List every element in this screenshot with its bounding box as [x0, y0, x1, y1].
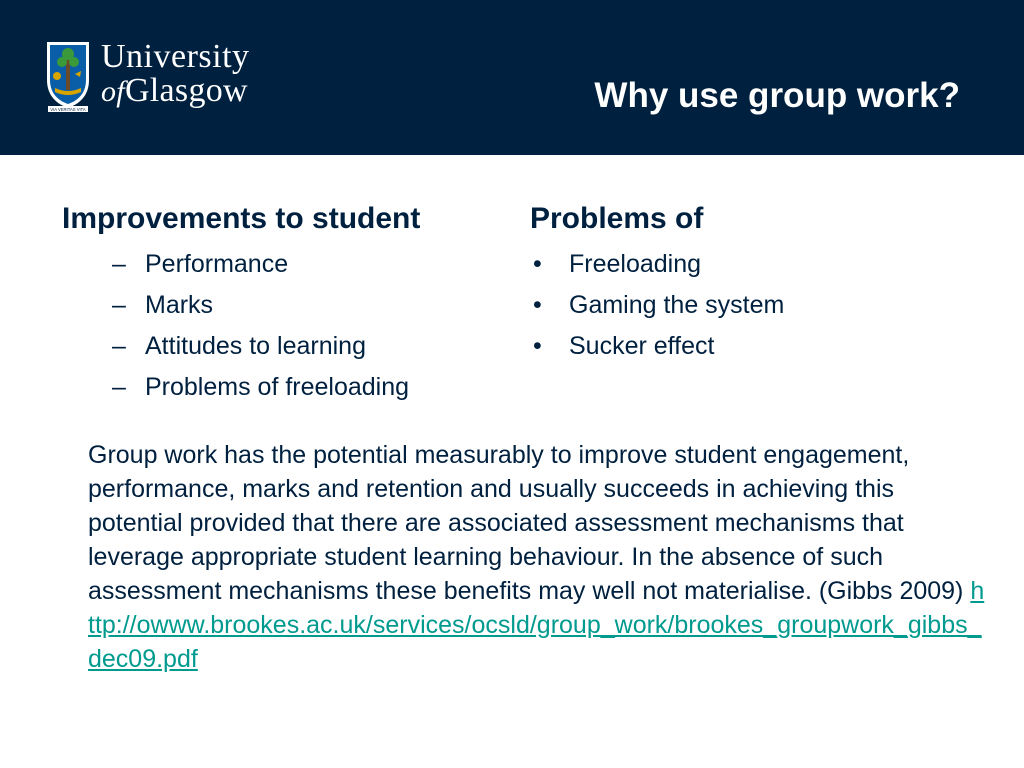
- left-list: [62, 244, 502, 408]
- right-heading: Problems of: [530, 202, 704, 235]
- wordmark-glasgow: Glasgow: [124, 72, 248, 109]
- bullet-marker: •: [533, 250, 542, 278]
- quote-block: [88, 438, 988, 676]
- source-link[interactable]: http://owww.brookes.ac.uk/services/ocsld/group_work/brookes_groupwork_gibbs_dec09.pdf: [88, 577, 985, 673]
- university-logo[interactable]: [45, 40, 270, 114]
- wordmark-of-glasgow: [101, 74, 250, 108]
- list-item: – Marks: [62, 285, 502, 326]
- university-wordmark: [101, 40, 250, 108]
- list-item: • Gaming the system: [530, 285, 970, 326]
- list-item: • Freeloading: [530, 244, 970, 285]
- right-column: [530, 200, 970, 367]
- dash-marker: –: [112, 332, 126, 360]
- crest-motto: VIA VERITAS VITA: [50, 107, 86, 112]
- dash-marker: –: [112, 291, 126, 319]
- bullet-marker: •: [533, 332, 542, 360]
- dash-marker: –: [112, 373, 126, 401]
- right-list: [530, 244, 970, 367]
- quote-text: Group work has the potential measurably to improve student engagement, performance, marks and retention and usually succeeds in achieving this potential provided that there are associated assessment mechanisms that leverage appropriate student learning behaviour. In the absence of such assessment mechanisms these benefits may well not materialise. (Gibbs 2009): [88, 441, 964, 605]
- bullet-marker: •: [533, 291, 542, 319]
- crest-icon: [45, 40, 91, 112]
- left-column: [62, 200, 502, 408]
- dash-marker: –: [112, 250, 126, 278]
- list-item: – Problems of freeloading: [62, 367, 502, 408]
- header-bar: [0, 0, 1024, 155]
- list-item: • Sucker effect: [530, 326, 970, 367]
- list-item: – Attitudes to learning: [62, 326, 502, 367]
- wordmark-of: of: [101, 75, 125, 108]
- slide-title: Why use group work?: [594, 76, 960, 115]
- list-item: – Performance: [62, 244, 502, 285]
- left-heading: Improvements to student: [62, 202, 421, 235]
- wordmark-university: University: [101, 38, 250, 75]
